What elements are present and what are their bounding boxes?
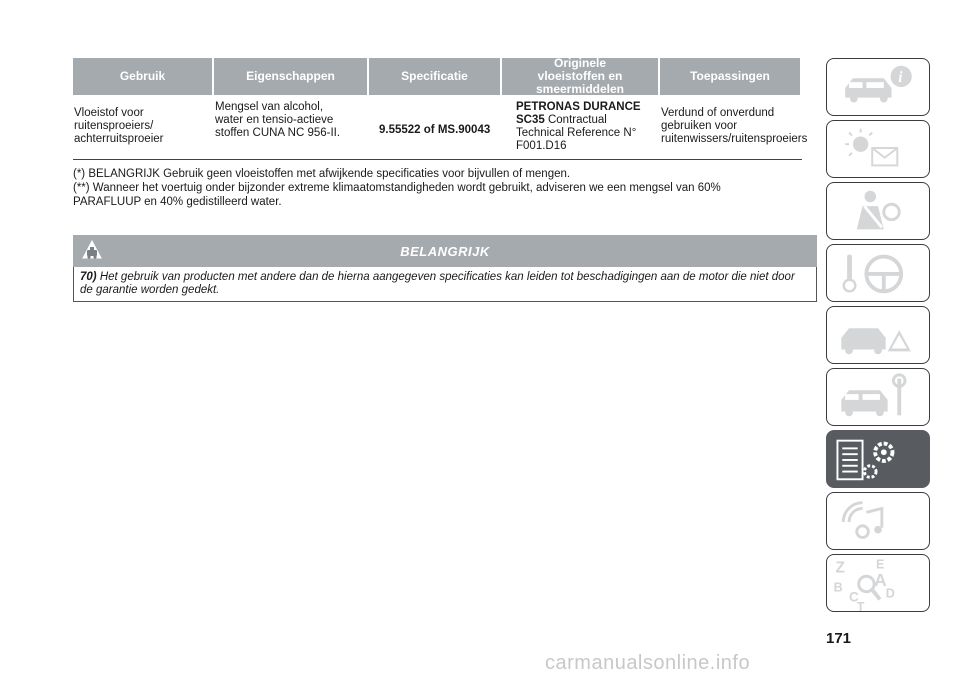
dashboard-lights-icon	[827, 121, 929, 177]
engine-warning-icon	[81, 239, 103, 261]
tab-vehicle-info[interactable]	[826, 58, 930, 116]
svg-text:i: i	[898, 69, 903, 87]
specification-table	[73, 56, 808, 160]
svg-text:A: A	[874, 569, 887, 590]
cell-specification: 9.55522 of MS.90043	[379, 123, 491, 136]
cell-original-fluids: PETRONAS DURANCE SC35 Contractual Technical Reference N° F001.D16	[516, 101, 641, 152]
watermark: carmanualsonline.info	[545, 652, 751, 674]
header-original-fluids: Originele vloeistoffen en smeermiddelen	[502, 58, 658, 95]
footnote: PARAFLUUP en 40% gedistilleerd water.	[73, 196, 282, 208]
svg-text:Z: Z	[835, 559, 845, 577]
svg-text:T: T	[856, 600, 865, 611]
svg-text:C: C	[849, 589, 859, 605]
safety-belt-icon	[827, 183, 929, 239]
svg-text:E: E	[876, 557, 885, 572]
car-wrench-icon	[827, 369, 929, 425]
table-header	[73, 58, 802, 95]
header-usage: Gebruik	[73, 58, 212, 95]
cell-applications: Verdund of onverdund gebruiken voor ruitenwissers/ruitensproeiers	[661, 107, 808, 145]
alphabetical-index-icon	[827, 555, 929, 611]
tab-starting-driving[interactable]	[826, 244, 930, 302]
warning-header	[73, 235, 817, 267]
header-properties: Eigenschappen	[214, 58, 367, 95]
footnote: (*) BELANGRIJK Gebruik geen vloeistoffen met afwijkende specificaties voor bijvullen of mengen.	[73, 168, 571, 180]
car-warning-triangle-icon	[827, 307, 929, 363]
car-info-icon	[827, 59, 929, 115]
header-specification: Specificatie	[369, 58, 500, 95]
table-row	[73, 95, 808, 160]
page-number: 171	[826, 630, 852, 647]
steering-wheel-key-icon	[827, 245, 929, 301]
svg-text:B: B	[833, 580, 843, 595]
header-applications: Toepassingen	[660, 58, 800, 95]
cell-usage: Vloeistof voor ruitensproeiers/ achterruitsproeier	[74, 107, 164, 145]
tab-safety[interactable]	[826, 182, 930, 240]
footnote: (**) Wanneer het voertuig onder bijzonder extreme klimaatomstandigheden wordt gebruikt, adviseren we een mengsel van 60%	[73, 182, 721, 194]
warning-text: 70) Het gebruik van producten met andere dan de hierna aangegeven specificaties kan leiden tot beschadigingen aan de motor die niet door de garantie worden gedekt.	[73, 267, 817, 302]
footnotes	[73, 167, 813, 209]
tab-technical-data[interactable]	[826, 430, 930, 488]
tab-dashboard[interactable]	[826, 120, 930, 178]
warning-box	[73, 235, 817, 302]
tab-maintenance[interactable]	[826, 368, 930, 426]
warning-title: BELANGRIJK	[400, 243, 490, 259]
svg-text:D: D	[885, 586, 895, 601]
technical-data-gear-icon	[827, 431, 929, 487]
tab-index[interactable]	[826, 554, 930, 612]
cell-properties: Mengsel van alcohol, water en tensio-actieve stoffen CUNA NC 956-II.	[215, 101, 341, 139]
tab-multimedia[interactable]	[826, 492, 930, 550]
tab-emergency[interactable]	[826, 306, 930, 364]
multimedia-music-icon	[827, 493, 929, 549]
